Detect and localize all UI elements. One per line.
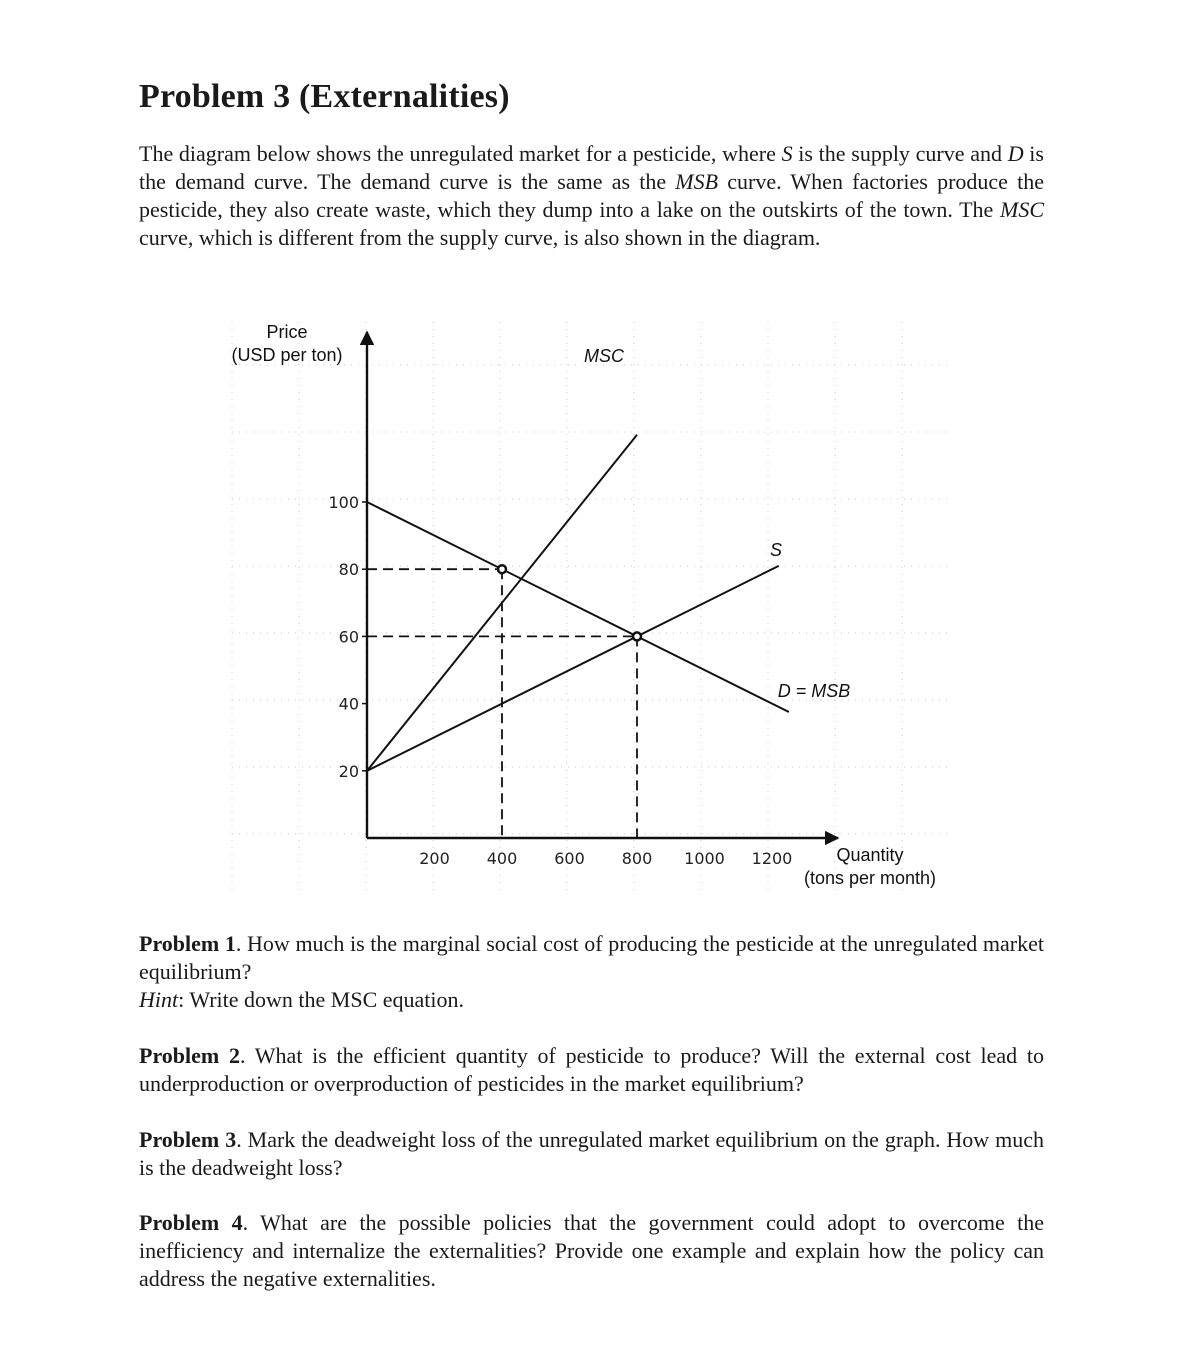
x-tick-label: 1000 bbox=[684, 849, 725, 868]
chart-labels bbox=[231, 322, 936, 888]
x-tick-label: 800 bbox=[621, 849, 653, 868]
intro-text: curve. When factories produce the pesticide, they also create waste, which they dump into a lake on the outskirts of the town. The bbox=[139, 169, 1044, 222]
hint-label: Hint bbox=[139, 987, 179, 1012]
intro-text: The diagram below shows the unregulated market for a pesticide, where bbox=[139, 141, 782, 166]
series-label-msc: MSC bbox=[584, 346, 624, 366]
externality-chart bbox=[220, 310, 960, 900]
y-tick-label: 20 bbox=[338, 761, 359, 781]
y-tick-label: 60 bbox=[338, 627, 359, 647]
intro-paragraph bbox=[139, 140, 1044, 252]
y-axis-title-line1: Price bbox=[266, 322, 308, 342]
chart-series bbox=[367, 435, 789, 771]
x-tick-label: 400 bbox=[486, 849, 518, 868]
hint-text: : Write down the MSC equation. bbox=[178, 987, 465, 1012]
problem-2 bbox=[139, 1042, 1044, 1098]
intro-text: curve, which is different from the supply curve, is also shown in the diagram. bbox=[139, 225, 821, 250]
chart-axes bbox=[367, 332, 838, 838]
intro-text: is the supply curve and bbox=[792, 141, 1008, 166]
x-axis-title-line1: Quantity bbox=[836, 845, 904, 865]
symbol-msc: MSC bbox=[1000, 197, 1044, 222]
symbol-d: D bbox=[1007, 141, 1024, 166]
intro-text: is the demand curve. The demand curve is the same as the bbox=[139, 141, 1044, 194]
x-tick-label: 1200 bbox=[751, 849, 793, 868]
y-tick-label: 80 bbox=[338, 560, 359, 580]
problem-1 bbox=[139, 930, 1044, 1014]
problem-text: . What is the efficient quantity of pesticide to produce? Will the external cost lead to underproduction or overproduction of pesticides in the market equilibrium? bbox=[139, 1043, 1044, 1096]
equilibrium-point-market bbox=[633, 632, 641, 640]
problem-text: . Mark the deadweight loss of the unregulated market equilibrium on the graph. How much is the deadweight loss? bbox=[139, 1127, 1045, 1180]
y-tick-label: 40 bbox=[338, 694, 359, 714]
chart-grid bbox=[232, 322, 948, 895]
x-tick-label: 200 bbox=[419, 849, 450, 868]
problem-text: . What are the possible policies that the government could adopt to overcome the inefficiency and internalize the externalities? Provide one example and explain how the policy can address the negative externalities. bbox=[139, 1210, 1044, 1291]
x-axis-title-line2: (tons per month) bbox=[803, 868, 937, 888]
problem-3 bbox=[139, 1126, 1044, 1182]
y-tick-label: 100 bbox=[328, 493, 359, 512]
y-axis-title-line2: (USD per ton) bbox=[231, 345, 343, 365]
problem-4 bbox=[139, 1209, 1044, 1293]
problem-label: Problem 3 bbox=[139, 1127, 237, 1152]
problem-label: Problem 4 bbox=[139, 1210, 243, 1235]
x-tick-label: 600 bbox=[554, 849, 585, 868]
symbol-s: S bbox=[781, 141, 793, 166]
series-label-d-msb: D = MSB bbox=[777, 681, 851, 701]
problem-label: Problem 1 bbox=[139, 931, 236, 956]
page-title: Problem 3 (Externalities) bbox=[139, 78, 510, 115]
series-label-s: S bbox=[769, 540, 783, 560]
equilibrium-point-efficient bbox=[498, 565, 506, 573]
series-line-dmsb bbox=[367, 502, 789, 712]
symbol-msb: MSB bbox=[675, 169, 719, 194]
chart-ticks bbox=[328, 493, 792, 868]
problem-text: . How much is the marginal social cost of producing the pesticide at the unregulated market equilibrium? bbox=[139, 931, 1044, 984]
series-line-s bbox=[367, 566, 779, 771]
problem-label: Problem 2 bbox=[139, 1043, 240, 1068]
